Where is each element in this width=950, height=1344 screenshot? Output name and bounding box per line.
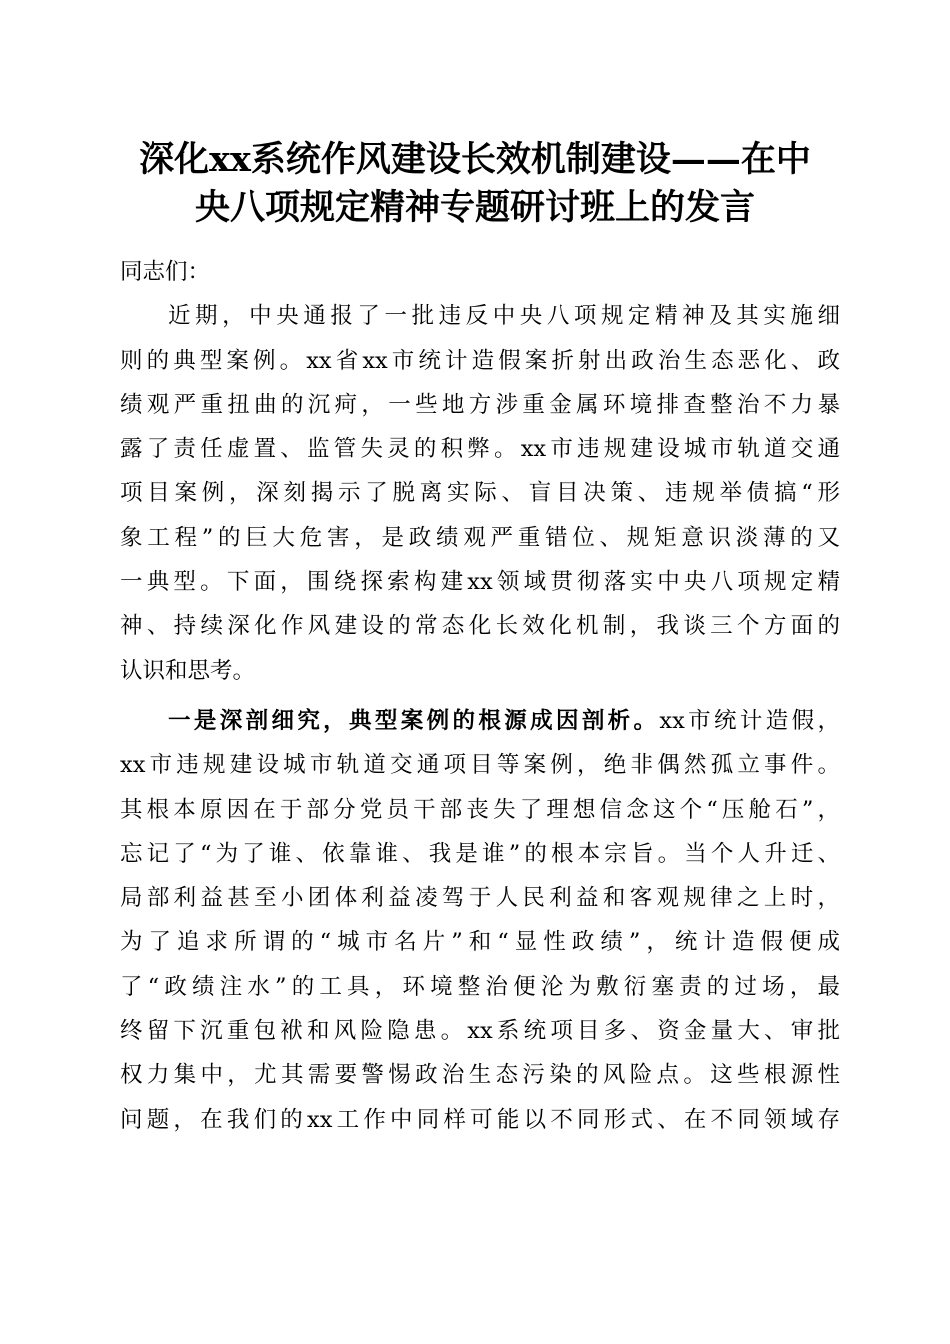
paragraph-line: 绩观严重扭曲的沉疴，一些地方涉重金属环境排查整治不力暴 xyxy=(120,391,840,418)
paragraph-line: 认识和思考。 xyxy=(120,657,256,684)
paragraph-2 xyxy=(120,699,840,1142)
paragraph-line xyxy=(120,699,840,743)
paragraph-line: 象工程”的巨大危害，是政绩观严重错位、规矩意识淡薄的又 xyxy=(120,524,840,551)
title-line-2: 央八项规定精神专题研讨班上的发言 xyxy=(194,187,755,228)
paragraph-1 xyxy=(120,294,840,693)
paragraph-line: 局部利益甚至小团体利益凌驾于人民利益和客观规律之上时， xyxy=(120,885,840,912)
paragraph-lead-heading: 一是深剖细究，典型案例的根源成因剖析。 xyxy=(168,707,660,734)
paragraph-line: 其根本原因在于部分党员干部丧失了理想信念这个“压舱石”， xyxy=(120,796,840,823)
paragraph-line: 为了追求所谓的“城市名片”和“显性政绩”，统计造假便成 xyxy=(120,929,840,956)
paragraph-line: 终留下沉重包袱和风险隐患。xx系统项目多、资金量大、审批 xyxy=(120,1018,840,1045)
paragraph-line: 一典型。下面，围绕探索构建xx领域贯彻落实中央八项规定精 xyxy=(120,569,840,596)
document-title xyxy=(100,136,850,232)
paragraph-line: 忘记了“为了谁、依靠谁、我是谁”的根本宗旨。当个人升迁、 xyxy=(120,840,840,867)
paragraph-line: 问题，在我们的xx工作中同样可能以不同形式、在不同领域存 xyxy=(120,1106,840,1133)
title-line-1: 深化xx系统作风建设长效机制建设——在中 xyxy=(139,139,811,180)
salutation: 同志们： xyxy=(120,259,211,285)
paragraph-line: 神、持续深化作风建设的常态化长效化机制，我谈三个方面的 xyxy=(120,613,840,640)
paragraph-line: 则的典型案例。xx省xx市统计造假案折射出政治生态恶化、政 xyxy=(120,347,840,374)
paragraph-line: 了“政绩注水”的工具，环境整治便沦为敷衍塞责的过场，最 xyxy=(120,973,840,1000)
paragraph-line: 近期，中央通报了一批违反中央八项规定精神及其实施细 xyxy=(168,303,840,330)
paragraph-line: 露了责任虚置、监管失灵的积弊。xx市违规建设城市轨道交通 xyxy=(120,436,840,463)
paragraph-line: 项目案例，深刻揭示了脱离实际、盲目决策、违规举债搞“形 xyxy=(120,480,840,507)
document-body xyxy=(120,250,840,1142)
paragraph-line: xx市违规建设城市轨道交通项目等案例，绝非偶然孤立事件。 xyxy=(120,752,840,779)
paragraph-line: 权力集中，尤其需要警惕政治生态污染的风险点。这些根源性 xyxy=(120,1062,840,1089)
paragraph-line-rest: xx市统计造假， xyxy=(659,707,840,734)
